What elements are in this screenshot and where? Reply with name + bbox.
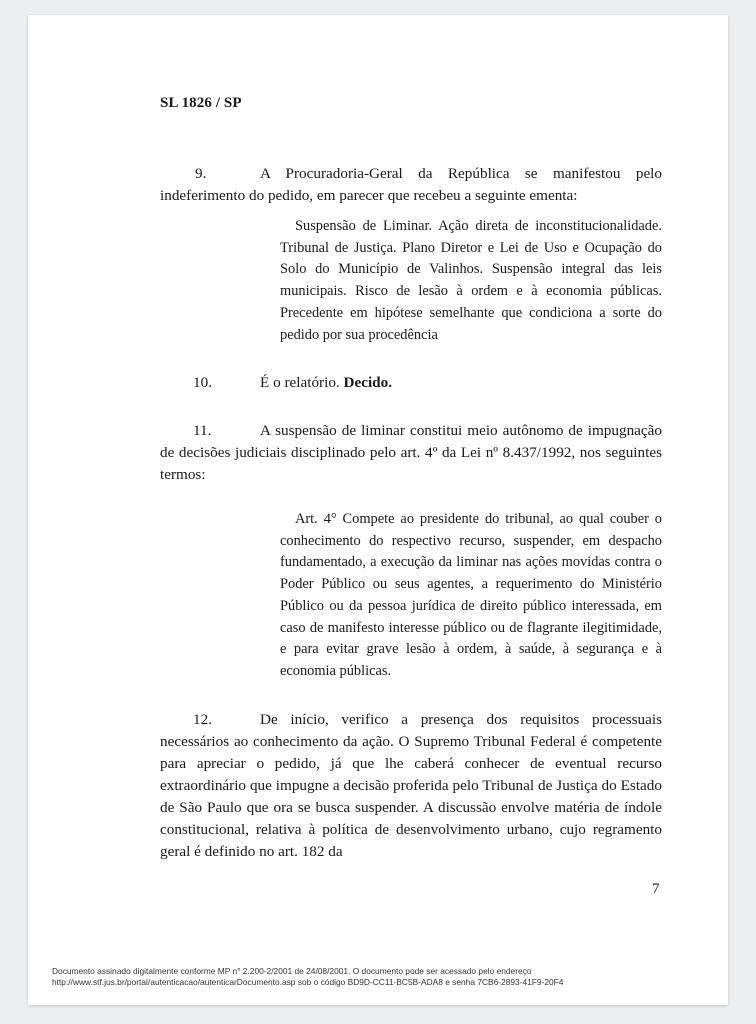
paragraph-10 — [160, 372, 662, 394]
document-page — [28, 15, 728, 1005]
paragraph-number: 11. — [193, 422, 212, 439]
footer-verification-link[interactable]: http://www.stf.jus.br/portal/autenticacao/autenticarDocumento.asp sob o código BD9D-CC11-BC5B-ADA8 e senha 7CB6-2893-41F9-20F4 — [52, 977, 564, 987]
block-quote-ementa: Suspensão de Liminar. Ação direta de inconstitucionalidade. Tribunal de Justiça. Plano Diretor e Lei de Uso e Ocupação do Solo do Município de Valinhos. Suspensão integral das leis municipais. Risco de lesão à ordem e à economia públicas. Precedente em hipótese semelhante que condiciona a sorte do pedido por sua procedência — [280, 218, 662, 343]
paragraph-bold-text: Decido. — [343, 374, 393, 391]
signature-footer — [52, 966, 563, 988]
paragraph-11 — [160, 420, 662, 486]
case-header: SL 1826 / SP — [160, 95, 242, 111]
paragraph-text: É o relatório. — [260, 374, 340, 391]
paragraph-number: 9. — [195, 165, 207, 182]
paragraph-number: 10. — [193, 374, 212, 391]
paragraph-text: De início, verifico a presença dos requisitos processuais necessários ao conhecimento da ação. O Supremo Tribunal Federal é competente para apreciar o pedido, já que lhe caberá conhecer de eventual recurso extraordinário que impugne a decisão proferida pelo Tribunal de Justiça do Estado de São Paulo que ora se busca suspender. A discussão envolve matéria de índole constitucional, relativa à política de desenvolvimento urbano, cujo regramento geral é definido no art. 182 da — [160, 711, 662, 860]
block-quote-art4: Art. 4° Compete ao presidente do tribunal, ao qual couber o conhecimento do respectivo recurso, suspender, em despacho fundamentado, a execução da liminar nas ações movidas contra o Poder Público ou seus agentes, a requerimento do Ministério Público ou da pessoa jurídica de direito público interessada, em caso de manifesto interesse público ou de flagrante ilegitimidade, e para evitar grave lesão à ordem, à saúde, à segurança e à economia públicas. — [280, 511, 662, 679]
paragraph-12 — [160, 709, 662, 863]
footer-line-1: Documento assinado digitalmente conforme MP n° 2.200-2/2001 de 24/08/2001. O documento pode ser acessado pelo endereço — [52, 966, 532, 976]
paragraph-9 — [160, 163, 662, 207]
paragraph-text: A Procuradoria-Geral da República se manifestou pelo indeferimento do pedido, em parecer que recebeu a seguinte ementa: — [160, 165, 662, 204]
paragraph-text: A suspensão de liminar constitui meio autônomo de impugnação de decisões judiciais disciplinado pelo art. 4º da Lei nº 8.437/1992, nos seguintes termos: — [160, 422, 662, 483]
page-number: 7 — [652, 881, 660, 897]
paragraph-number: 12. — [193, 711, 212, 728]
